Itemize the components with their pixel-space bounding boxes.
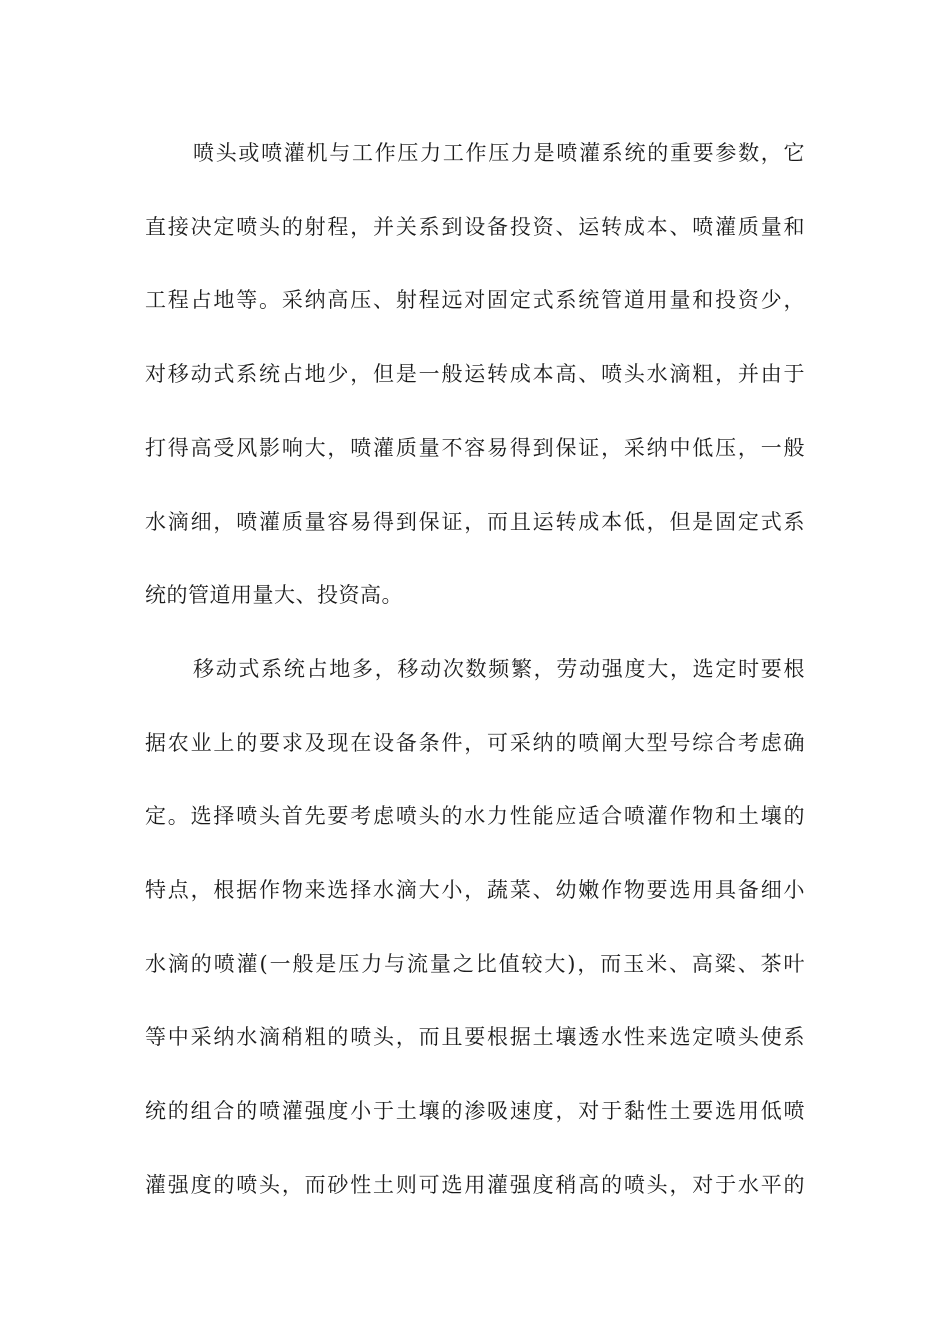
paragraph-1-line-1: 喷头或喷灌机与工作压力工作压力是喷灌系统的重要参数，它 — [193, 141, 805, 165]
paragraph-1-line-2: 直接决定喷头的射程，并关系到设备投资、运转成本、喷灌质量和 — [145, 215, 805, 239]
paragraph-2-line-3: 定。选择喷头首先要考虑喷头的水力性能应适合喷灌作物和土壤的 — [145, 804, 805, 828]
paragraph-1-line-3: 工程占地等。采纳高压、射程远对固定式系统管道用量和投资少， — [145, 288, 805, 312]
paragraph-1-line-7: 统的管道用量大、投资高。 — [145, 583, 403, 607]
paragraph-2-line-2: 据农业上的要求及现在设备条件，可采纳的喷阐大型号综合考虑确 — [145, 731, 805, 755]
paragraph-2-line-5: 水滴的喷灌(一般是压力与流量之比值较大)，而玉米、高粱、茶叶 — [145, 952, 805, 976]
paragraph-2-line-4: 特点，根据作物来选择水滴大小，蔬菜、幼嫩作物要选用具备细小 — [145, 878, 805, 902]
paragraph-2-line-7: 统的组合的喷灌强度小于土壤的渗吸速度，对于黏性土要选用低喷 — [145, 1099, 805, 1123]
paragraph-2-line-8: 灌强度的喷头，而砂性土则可选用灌强度稍高的喷头，对于水平的 — [145, 1173, 805, 1197]
paragraph-1-line-5: 打得高受风影响大，喷灌质量不容易得到保证，采纳中低压，一般 — [145, 436, 805, 460]
paragraph-1-line-4: 对移动式系统占地少，但是一般运转成本高、喷头水滴粗，并由于 — [145, 362, 805, 386]
paragraph-1-line-6: 水滴细，喷灌质量容易得到保证，而且运转成本低，但是固定式系 — [145, 510, 805, 534]
paragraph-2-line-6: 等中采纳水滴稍粗的喷头，而且要根据土壤透水性来选定喷头使系 — [145, 1025, 805, 1049]
paragraph-2-line-1: 移动式系统占地多，移动次数频繁，劳动强度大，选定时要根 — [193, 657, 805, 681]
